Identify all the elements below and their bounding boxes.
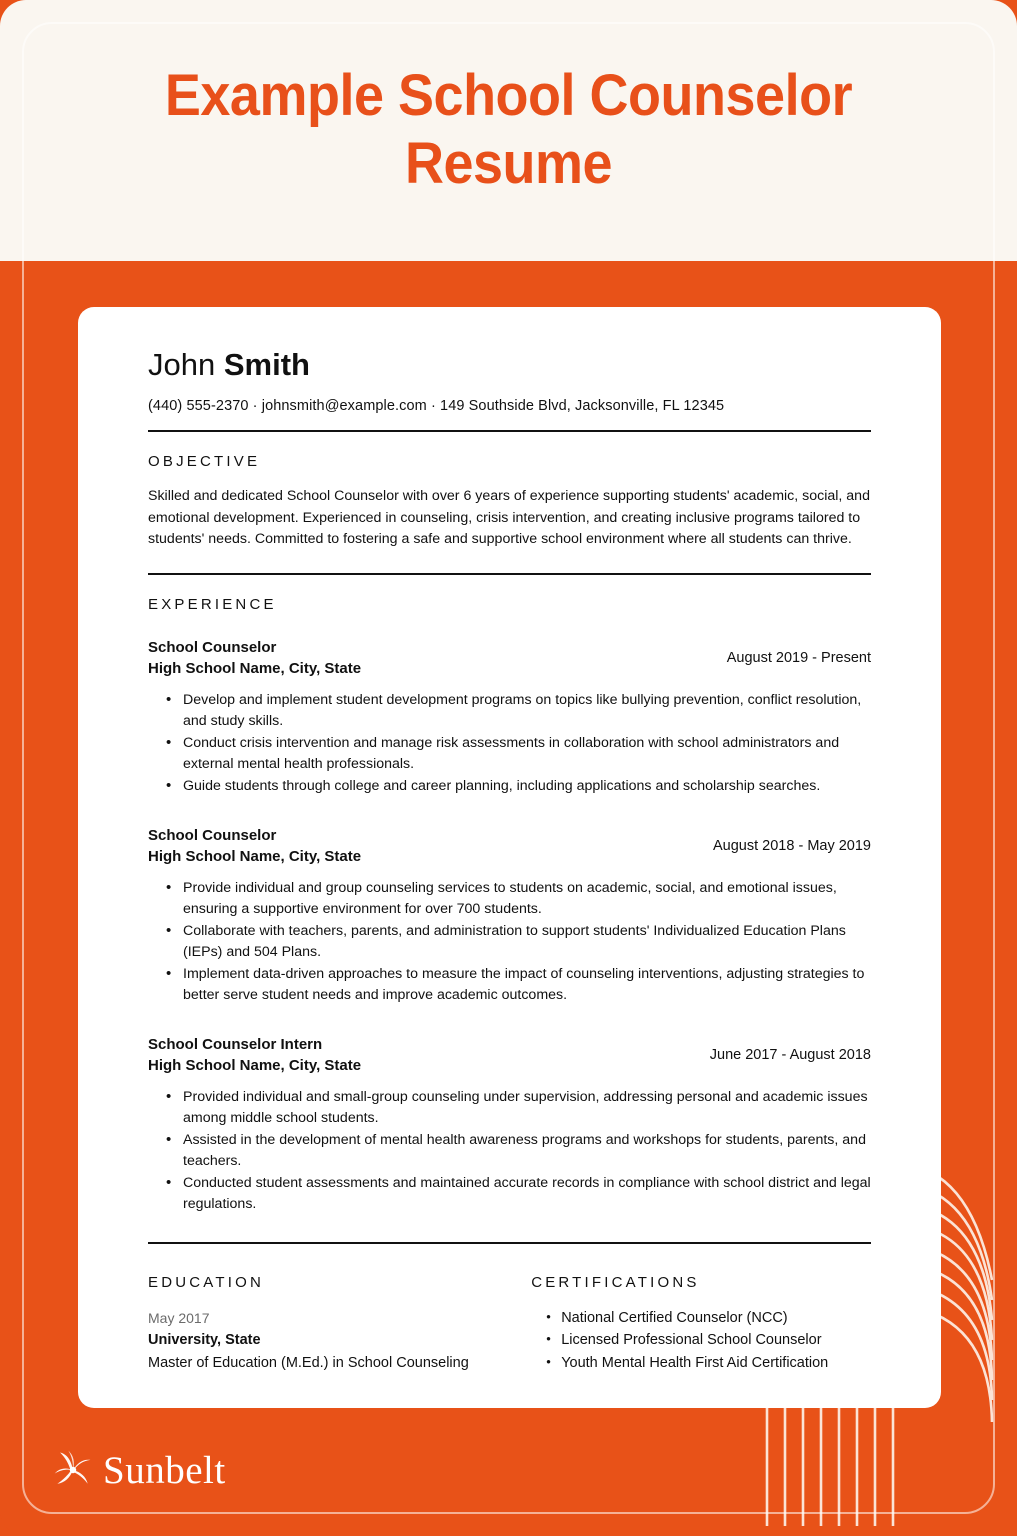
education-degree: Master of Education (M.Ed.) in School Counseling [148, 1354, 469, 1371]
contact-line: (440) 555-2370 · johnsmith@example.com · 149 Southside Blvd, Jacksonville, FL 12345 [148, 398, 725, 414]
job-title: School Counselor Intern [148, 1035, 323, 1053]
job-title: School Counselor [148, 638, 277, 656]
candidate-name [148, 347, 871, 383]
education-school: University, State [148, 1331, 261, 1348]
divider-experience [148, 1242, 871, 1244]
brand-logo [50, 1447, 226, 1493]
experience-entry [148, 1034, 871, 1215]
job-bullet-list [148, 1087, 871, 1215]
certifications-column [531, 1264, 871, 1375]
education-date: May 2017 [148, 1309, 210, 1326]
job-bullet: • Develop and implement student development programs on topics like bullying prevention, conflict resolution, and study skills. [183, 690, 871, 732]
resume-card [78, 307, 941, 1408]
sunbelt-swirl-icon [50, 1447, 96, 1493]
job-bullet: • Provide individual and group counseling services to students on academic, social, and emotional issues, ensuring a supportive environment for over 700 students. [183, 878, 871, 920]
experience-entry [148, 825, 871, 1006]
certification-item: • Youth Mental Health First Aid Certification [561, 1352, 871, 1375]
page-title: Example School Counselor Resume [164, 63, 853, 196]
job-bullet: • Collaborate with teachers, parents, and administration to support students' Individualized Education Plans (IEPs) and 504 Plans. [183, 921, 871, 963]
job-organization: High School Name, City, State [148, 847, 362, 865]
education-column [148, 1264, 531, 1375]
job-bullet: • Conducted student assessments and maintained accurate records in compliance with school district and legal regulations. [183, 1173, 871, 1215]
section-heading-objective: OBJECTIVE [148, 453, 261, 470]
job-date: August 2018 - May 2019 [713, 837, 871, 854]
experience-entry [148, 637, 871, 797]
objective-text: Skilled and dedicated School Counselor with over 6 years of experience supporting students' academic, social, and emotional development. Experienced in counseling, crisis intervention, and creating inclusive programs tailored to students' needs. Committed to fostering a safe and supportive school environment where all students can thrive. [148, 488, 870, 547]
candidate-last-name: Smith [223, 347, 310, 382]
job-bullet: • Implement data-driven approaches to measure the impact of counseling interventions, adjusting strategies to better serve student needs and improve academic outcomes. [183, 964, 871, 1006]
header-band [0, 0, 1017, 261]
job-organization: High School Name, City, State [148, 1056, 362, 1074]
decorative-bars [757, 1386, 1017, 1536]
certification-item: • Licensed Professional School Counselor [561, 1329, 871, 1352]
job-bullet-list [148, 878, 871, 1006]
job-date: August 2019 - Present [726, 649, 871, 666]
job-organization: High School Name, City, State [148, 659, 362, 677]
experience-header [148, 825, 871, 867]
candidate-first-name: John [148, 347, 216, 382]
section-heading-experience: EXPERIENCE [148, 595, 277, 613]
section-heading-education: EDUCATION [148, 1273, 265, 1291]
job-bullet: • Assisted in the development of mental health awareness programs and workshops for students, parents, and teachers. [183, 1130, 871, 1172]
job-date: June 2017 - August 2018 [709, 1046, 871, 1063]
job-title: School Counselor [148, 826, 277, 844]
experience-header [148, 637, 871, 679]
brand-name: Sunbelt [103, 1448, 226, 1492]
experience-header [148, 1034, 871, 1076]
divider-objective [148, 573, 871, 575]
certifications-list [531, 1307, 871, 1375]
divider-contact [148, 430, 871, 432]
education-certifications-row [148, 1264, 871, 1375]
job-bullet: • Conduct crisis intervention and manage risk assessments in collaboration with school administrators and external mental health professionals. [183, 733, 871, 775]
job-bullet: • Guide students through college and career planning, including applications and scholarship searches. [183, 776, 871, 797]
job-bullet-list [148, 690, 871, 797]
job-bullet: • Provided individual and small-group counseling under supervision, addressing personal and academic issues among middle school students. [183, 1087, 871, 1129]
certification-item: • National Certified Counselor (NCC) [561, 1307, 871, 1330]
section-heading-certifications: CERTIFICATIONS [531, 1273, 700, 1291]
